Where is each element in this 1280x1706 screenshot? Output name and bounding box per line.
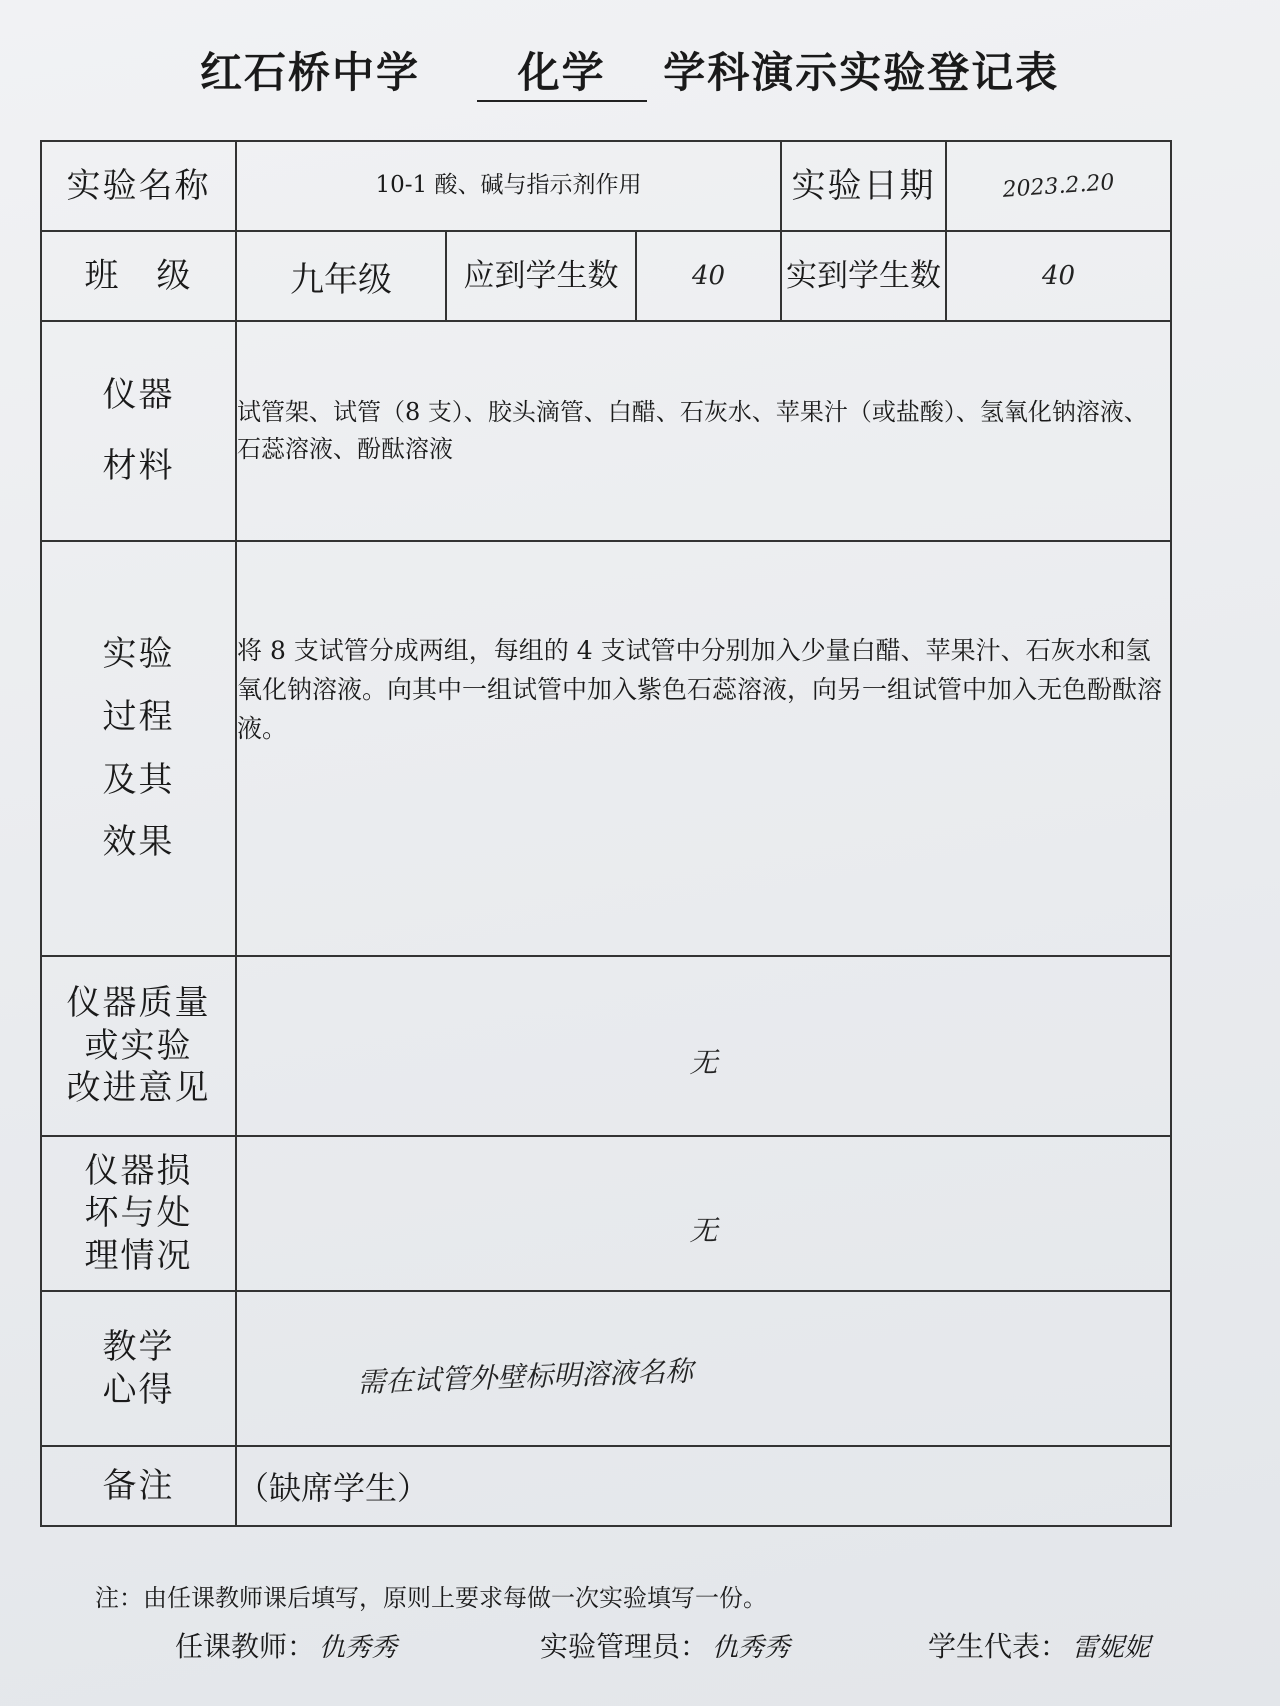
signature-row: [0, 1625, 1280, 1685]
footer-note: 注：由任课教师课后填写，原则上要求每做一次实验填写一份。: [95, 1584, 767, 1612]
process-label-line-3: 及其: [102, 759, 175, 800]
experiment-date-label: 实验日期: [781, 141, 946, 231]
materials-value: 试管架、试管（8 支）、胶头滴管、白醋、石灰水、苹果汁（或盐酸）、氢氧化钠溶液、石蕊溶液、酚酞溶液: [236, 321, 1171, 541]
experience-label-line-2: 心得: [102, 1369, 175, 1410]
experiment-name-label: 实验名称: [41, 141, 236, 231]
process-label-line-4: 效果: [102, 822, 175, 863]
damage-label-line-3: 理情况: [84, 1235, 193, 1276]
actual-students-label: 实到学生数: [781, 231, 946, 321]
experiment-date-value: 2023.2.20: [1001, 169, 1116, 203]
experience-label-line-1: 教学: [102, 1327, 175, 1367]
process-value: 将 8 支试管分成两组，每组的 4 支试管中分别加入少量白醋、苹果汁、石灰水和氢氧化钠溶液。向其中一组试管中加入紫色石蕊溶液，向另一组试管中加入无色酚酞溶液。: [236, 541, 1171, 956]
damage-cell: [236, 1136, 1171, 1291]
materials-label-line-1: 仪器: [102, 374, 175, 415]
form-name: 学科演示实验登记表: [663, 48, 1060, 97]
manager-signature: [540, 1625, 790, 1665]
remark-label: 备注: [41, 1446, 236, 1526]
remark-value: （缺席学生）: [236, 1446, 1171, 1526]
expected-students-label: 应到学生数: [446, 231, 636, 321]
actual-students-value: 40: [1041, 261, 1076, 291]
experience-label: [41, 1291, 236, 1446]
damage-value: 无: [689, 1213, 718, 1247]
school-name: 红石桥中学: [200, 48, 421, 97]
teacher-sig: 仇秀秀: [319, 1633, 398, 1663]
class-value: 九年级: [236, 231, 446, 321]
expected-students-cell: [636, 231, 781, 321]
experiment-name-value: 10-1 酸、碱与指示剂作用: [236, 141, 781, 231]
student-signature: [928, 1625, 1150, 1665]
materials-label-line-2: 材料: [102, 446, 175, 486]
quality-value: 无: [689, 1046, 718, 1079]
process-label-line-2: 过程: [102, 696, 175, 737]
experiment-date-cell: [946, 141, 1171, 231]
quality-label-line-2: 或实验: [84, 1025, 193, 1066]
manager-sig: 仇秀秀: [712, 1633, 791, 1663]
expected-students-value: 40: [691, 261, 726, 291]
damage-label-line-1: 仪器损: [84, 1150, 193, 1191]
actual-students-cell: [946, 231, 1171, 321]
student-sig: 雷妮妮: [1072, 1633, 1151, 1663]
subject-name: 化学: [477, 40, 647, 102]
form-title: [200, 40, 1059, 120]
experience-cell: [236, 1291, 1171, 1446]
class-label: 班 级: [41, 231, 236, 321]
quality-cell: [236, 956, 1171, 1136]
materials-label: [41, 321, 236, 541]
process-label: [41, 541, 236, 956]
manager-label: 实验管理员：: [540, 1630, 709, 1663]
student-label: 学生代表：: [928, 1630, 1069, 1663]
damage-label: [41, 1136, 236, 1291]
experiment-form-table: [40, 140, 1172, 1527]
teacher-label: 任课教师：: [175, 1630, 316, 1663]
quality-label: [41, 956, 236, 1136]
quality-label-line-3: 改进意见: [66, 1068, 211, 1109]
process-label-line-1: 实验: [102, 633, 175, 674]
quality-label-line-1: 仪器质量: [66, 983, 211, 1024]
experience-value: 需在试管外壁标明溶液名称: [356, 1353, 694, 1399]
damage-label-line-2: 坏与处: [84, 1193, 193, 1234]
teacher-signature: [175, 1625, 397, 1665]
